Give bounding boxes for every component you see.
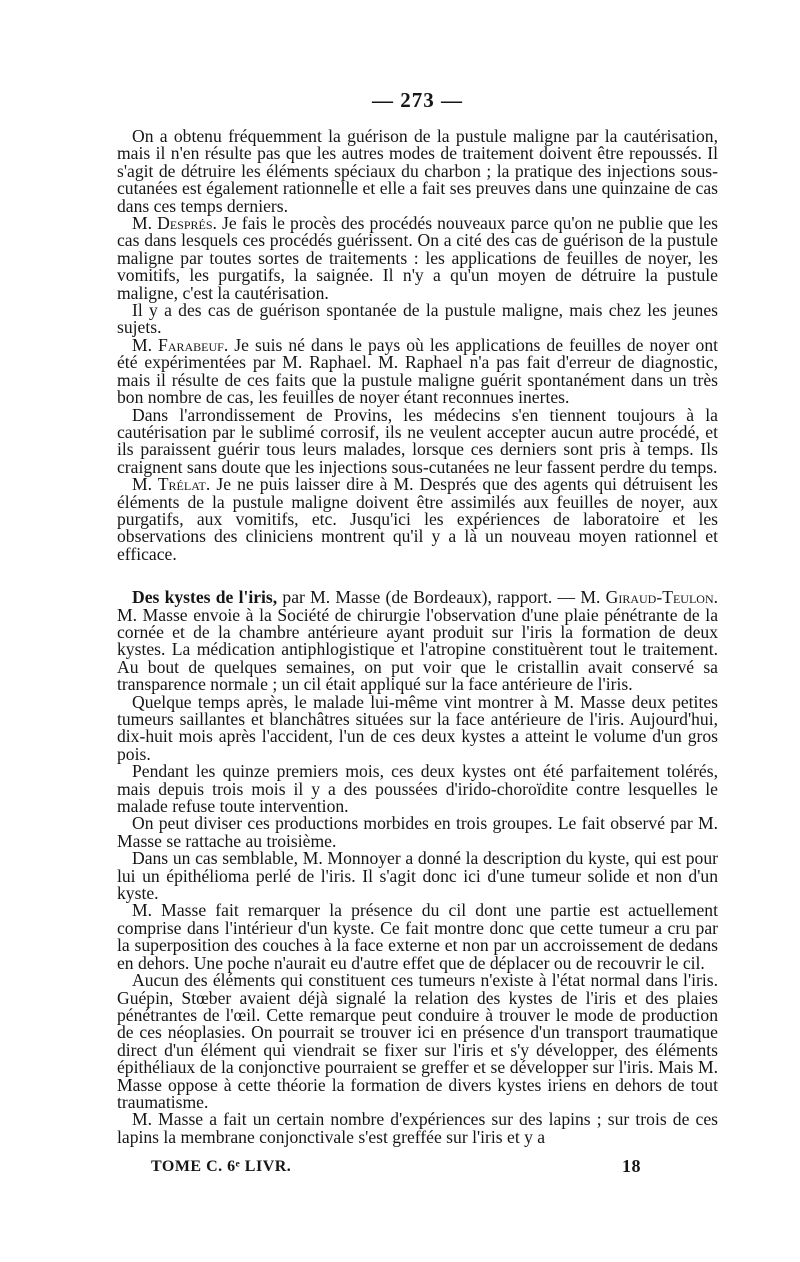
paragraph xyxy=(117,972,718,1111)
paragraph xyxy=(117,589,718,693)
paragraph-text: par M. Masse (de Bordeaux), rapport. — xyxy=(277,587,581,608)
paragraph-text: Il y a des cas de guérison spontanée de la pustule maligne, mais chez les jeunes sujets. xyxy=(117,300,718,338)
paragraph xyxy=(117,850,718,902)
paragraph xyxy=(117,404,718,477)
paragraph-text: Dans l'arrondissement de Provins, les médecins s'en tiennent toujours à la cautérisation par le sublimé corrosif, ils ne veulent accepter aucun autre procédé, et ils paraissent guérir tous leurs malades, lorsque ces derniers sont pris à temps. Ils craignent sans doute que les injections sous-cutanées ne leur fassent perdre du temps. xyxy=(117,404,718,477)
paragraph-text: On a obtenu fréquemment la guérison de la pustule maligne par la cautérisation, mais il n'en résulte pas que les autres modes de traitement doivent être repoussés. Il s'agit de détruire les éléments spéciaux du charbon ; la pratique des injections sous-cutanées est également rationnelle et elle a fait ses preuves dans une quinzaine de cas dans ces temps derniers. xyxy=(117,126,718,216)
paragraph-text: M. Masse a fait un certain nombre d'expériences sur des lapins ; sur trois de ces lapins la membrane conjonctivale s'est greffée sur l'iris et y a xyxy=(117,1109,718,1147)
paragraph xyxy=(117,334,719,408)
paragraph xyxy=(117,691,718,764)
volume-label: TOME C. 6ᵉ LIVR. xyxy=(151,1158,292,1175)
paragraph-text: M. Masse fait remarquer la présence du cil dont une partie est actuellement comprise dans l'intérieur d'un kyste. Ce fait montre donc que cette tumeur a cru par la superposition des couches à la face externe et non par un accroissement de dedans en dehors. Une poche n'aurait eu d'autre effet que de déplacer ou de recouvrir le cil. xyxy=(117,900,718,973)
paragraph xyxy=(117,128,718,215)
body-text xyxy=(117,128,718,1146)
paragraph xyxy=(117,302,718,337)
page-footer xyxy=(151,1158,641,1176)
paragraph-text: Je fais le procès des procédés nouveaux parce qu'on ne publie que les cas dans lesquels ces procédés guérissent. On a cité des cas de guérison de la pustule maligne par toutes sortes de traitements : les applications de feuilles de noyer, les vomitifs, les purgatifs, la saignée. Il n'y a qu'un moyen de détruire la pustule maligne, c'est la cautérisation. xyxy=(117,213,718,303)
paragraph-text: Aucun des éléments qui constituent ces tumeurs n'existe à l'état normal dans l'iris. Guépin, Stœber avaient déjà signalé la relation des kystes de l'iris et des plaies pénétrantes de l'œil. Cette remarque peut conduire à trouver le mode de production de ces néoplasies. On pourrait se trouver ici en présence d'un transport traumatique direct d'un élément qui viendrait se fixer sur l'iris et s'y développer, des éléments épithéliaux de la conjonctive pourraient se greffer et se développer sur l'iris. Mais M. Masse oppose à cette théorie la formation de divers kystes iriens en dehors de tout traumatisme. xyxy=(117,970,718,1112)
speaker-name: M. Després. xyxy=(132,213,217,234)
paragraph-text: Pendant les quinze premiers mois, ces deux kystes ont été parfaitement tolérés, mais depuis trois mois il y a des poussées d'irido-choroïdite contre lesquelles le malade refuse toute intervention. xyxy=(117,761,718,817)
section-title: Des kystes de l'iris, xyxy=(132,587,278,608)
paragraph xyxy=(117,1111,718,1146)
page-number: — 273 — xyxy=(372,88,463,112)
paragraph-text: Dans un cas semblable, M. Monnoyer a donné la description du kyste, qui est pour lui un épithélioma perlé de l'iris. Il s'agit donc ici d'une tumeur solide et non d'un kyste. xyxy=(117,848,718,904)
paragraph xyxy=(117,815,718,850)
signature-mark: 18 xyxy=(622,1156,641,1176)
paragraph-text: On peut diviser ces productions morbides en trois groupes. Le fait observé par M. Masse se rattache au troisième. xyxy=(117,813,718,851)
paragraph-text: M. Masse envoie à la Société de chirurgie l'observation d'une plaie pénétrante de la cornée et de la chambre antérieure ayant produit sur l'iris la formation de deux kystes. La médication antiphlogistique et l'atropine constituèrent tout le traitement. Au bout de quelques semaines, on put voir que le cristallin avait conservé sa transparence normale ; un cil était appliqué sur la face antérieure de l'iris. xyxy=(117,604,718,695)
speaker-name: M. Trélat. xyxy=(132,474,211,495)
paragraph xyxy=(117,763,718,815)
speaker-name: M. Giraud-Teulon. xyxy=(580,587,719,608)
paragraph-text: Je ne puis laisser dire à M. Després que des agents qui détruisent les éléments de la pustule maligne doivent être assimilés aux feuilles de noyer, aux purgatifs, aux vomitifs, etc. Jusqu'ici les expériences de laboratoire et les observations des cliniciens montrent qu'il y a là un nouveau moyen rationnel et efficace. xyxy=(117,474,718,564)
paragraph xyxy=(117,902,718,972)
paragraph-text: Quelque temps après, le malade lui-même vint montrer à M. Masse deux petites tumeurs saillantes et blanchâtres situées sur la face antérieure de l'iris. Aujourd'hui, dix-huit mois après l'accident, l'un de ces deux kystes a atteint le volume d'un gros pois. xyxy=(117,691,718,764)
paragraph xyxy=(117,476,718,563)
paragraph-text: Je suis né dans le pays où les applications de feuilles de noyer ont été expérimentées par M. Raphael. M. Raphael n'a pas fait d'erreur de diagnostic, mais il résulte de ces faits que la pustule maligne guérit spontanément dans un très bon nombre de cas, les feuilles de noyer étant reconnues inertes. xyxy=(117,334,719,408)
paragraph xyxy=(117,215,718,302)
speaker-name: M. Farabeuf. xyxy=(132,334,229,355)
section-gap xyxy=(117,563,718,589)
